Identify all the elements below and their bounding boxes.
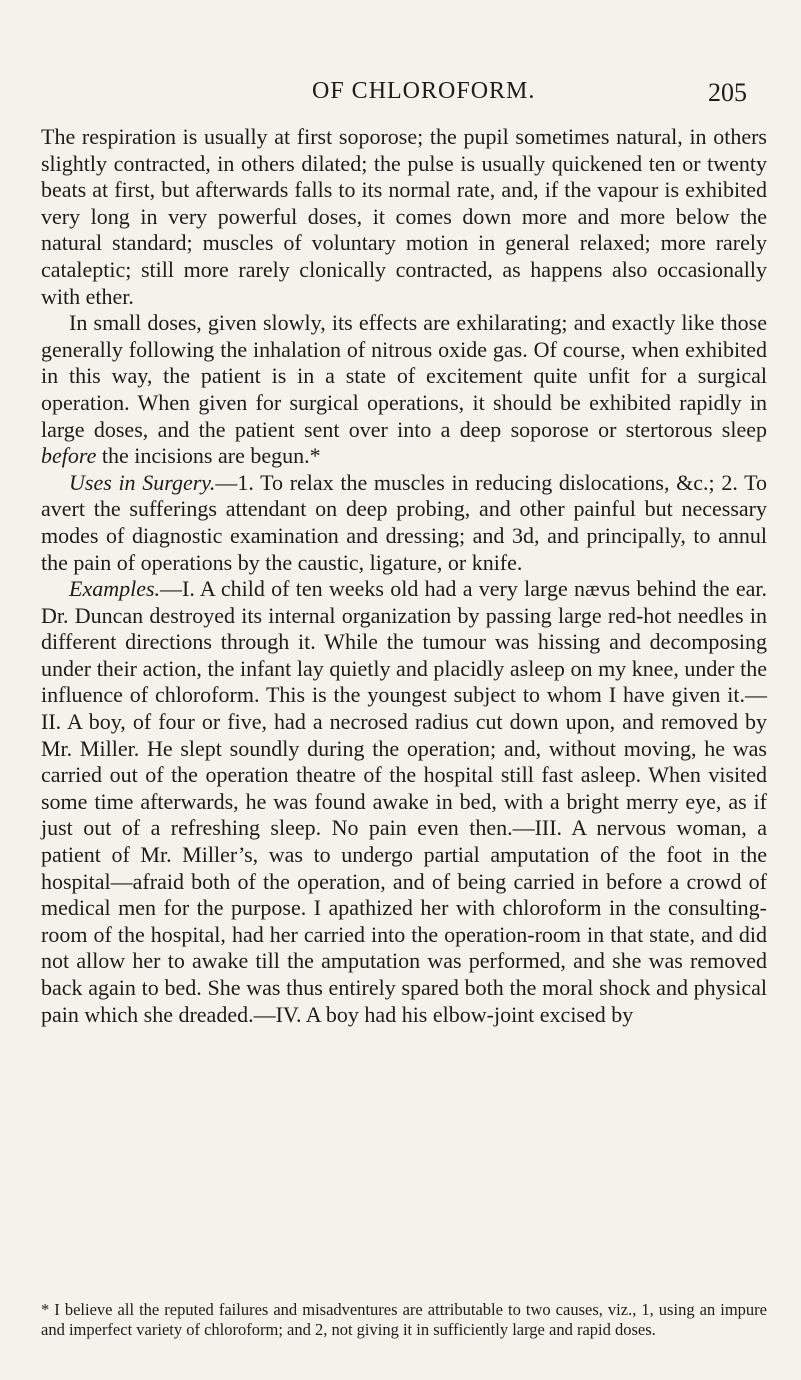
paragraph-text: The respiration is usually at first soporose; the pupil sometimes natural, in others slightly contracted, in others dilated; the pulse is usually quickened ten or twenty beats at first, but afterwards falls to its normal rate, and, if the vapour is exhibited very long in very powerful doses, it comes down more and more below the natural standard; muscles of voluntary motion in general relaxed; more rarely cataleptic; still more rarely clonically contracted, as happens also occasionally with ether. bbox=[41, 124, 767, 309]
page-number: 205 bbox=[708, 78, 747, 107]
paragraph-text: —1. To relax the muscles in reducing dislocations, &c.; 2. To avert the sufferings attendant on deep probing, and other painful but necessary modes of diagnostic examination and dressing; and 3d, and principally, to annul the pain of operations by the caustic, ligature, or knife. bbox=[41, 469, 767, 575]
paragraph-respiration bbox=[41, 124, 767, 310]
paragraph-uses-in-surgery bbox=[41, 470, 767, 576]
running-title: OF CHLOROFORM. bbox=[312, 78, 536, 104]
paragraph-examples bbox=[41, 576, 767, 1028]
footnote: * I believe all the reputed failures and misadventures are attributable to two causes, viz., 1, using an impure and imperfect variety of chloroform; and 2, not giving it in sufficiently large and rapid doses. bbox=[41, 1300, 767, 1339]
page-header bbox=[40, 78, 767, 112]
paragraph-text: —I. A child of ten weeks old had a very large nævus behind the ear. Dr. Duncan destroyed its internal organization by passing large red-hot needles in different directions through it. While the tumour was hissing and decomposing under their action, the infant lay quietly and placidly asleep on my knee, under the influence of chloroform. This is the youngest subject to whom I have given it.—II. A boy, of four or five, had a necrosed radius cut down upon, and removed by Mr. Miller. He slept soundly during the operation; and, without moving, he was carried out of the operation theatre of the hospital still fast asleep. When visited some time afterwards, he was found awake in bed, with a bright merry eye, as if just out of a refreshing sleep. No pain even then.—III. A nervous woman, a patient of Mr. Miller’s, was to undergo partial amputation of the foot in the hospital—afraid both of the operation, and of being carried in before a crowd of medical men for the purpose. I apathized her with chloroform in the consulting-room of the hospital, had her carried into the operation-room in that state, and did not allow her to awake till the amputation was performed, and she was removed back again to bed. She was thus entirely spared both the moral shock and physical pain which she dreaded.—IV. A boy had his elbow-joint excised by bbox=[41, 576, 767, 1027]
paragraph-text: In small doses, given slowly, its effects are exhilarating; and exactly like those generally following the inhalation of nitrous oxide gas. Of course, when exhibited in this way, the patient is in a state of excitement quite unfit for a surgical operation. When given for surgical operations, it should be exhibited rapidly in large doses, and the patient sent over into a deep soporose or stertorous sleep bbox=[41, 310, 767, 442]
section-heading-examples: Examples. bbox=[69, 576, 161, 602]
paragraph-text: the incisions are begun.* bbox=[96, 443, 321, 469]
paragraph-small-doses bbox=[41, 310, 767, 470]
body-text bbox=[41, 124, 767, 1028]
emphasis-before: before bbox=[41, 443, 97, 469]
section-heading-uses: Uses in Surgery. bbox=[69, 469, 216, 495]
footnotes bbox=[41, 1300, 767, 1340]
